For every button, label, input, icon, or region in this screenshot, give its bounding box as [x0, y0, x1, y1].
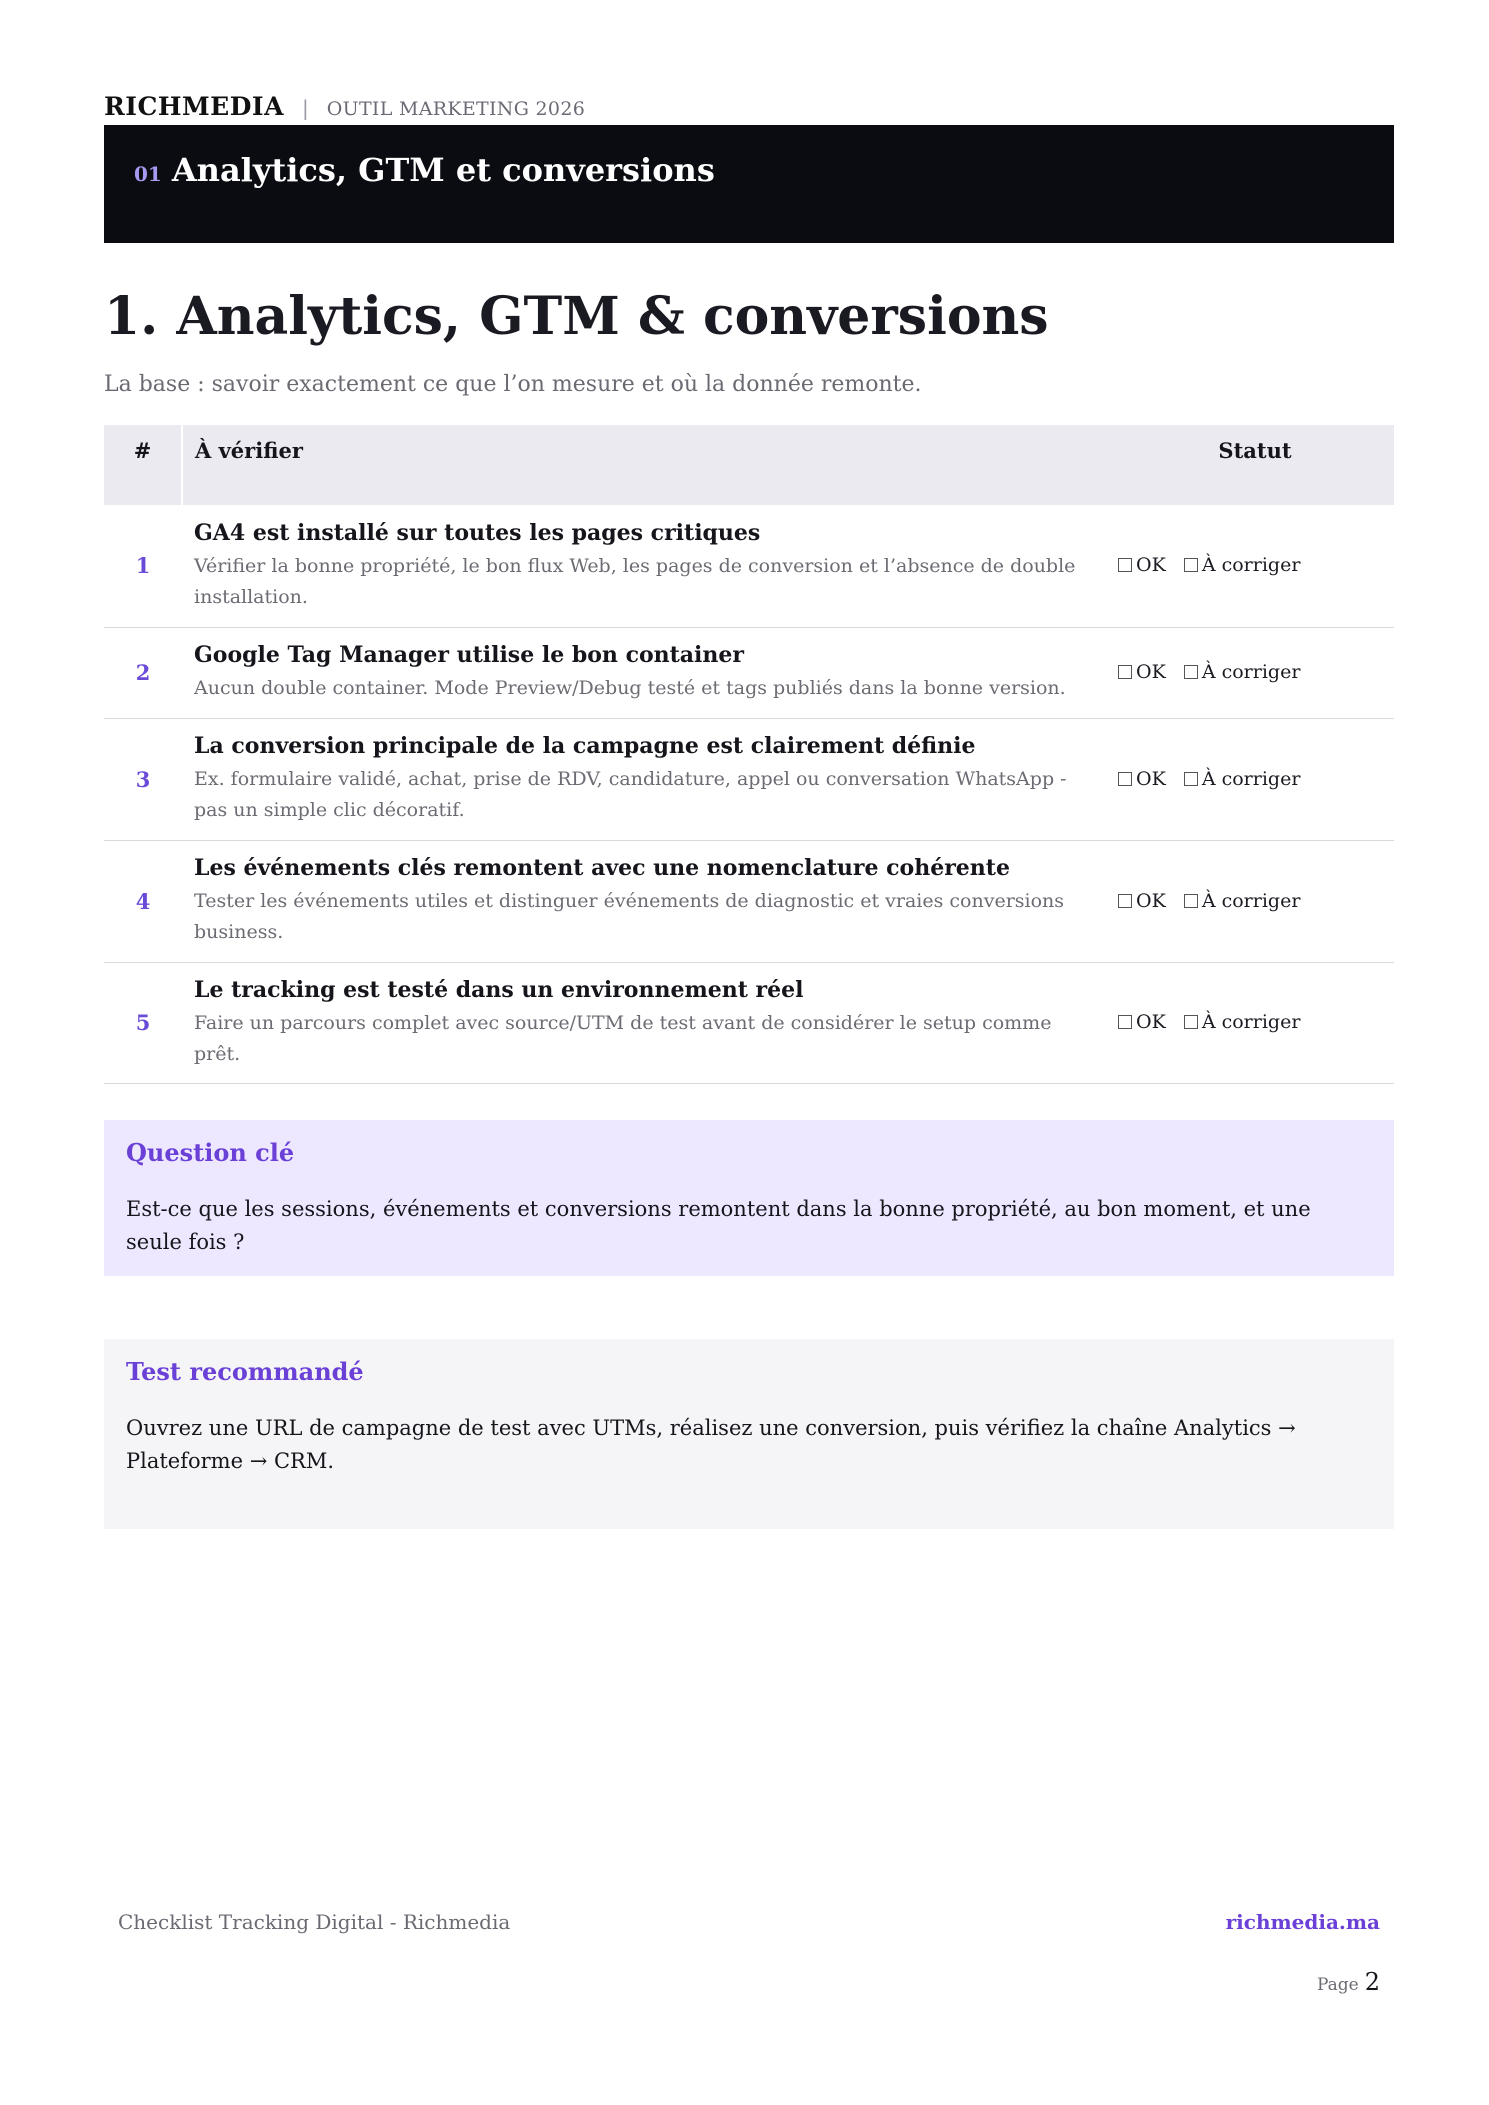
row-number: 5 — [104, 962, 182, 1083]
status-fix-checkbox[interactable] — [1184, 661, 1301, 683]
status-ok-checkbox[interactable] — [1118, 1011, 1166, 1033]
table-row — [104, 840, 1394, 962]
row-status — [1116, 840, 1394, 962]
row-number: 3 — [104, 718, 182, 840]
status-ok-checkbox[interactable] — [1118, 554, 1166, 576]
checkbox-icon — [1184, 665, 1198, 679]
status-fix-checkbox[interactable] — [1184, 1011, 1301, 1033]
column-header-number: # — [104, 425, 182, 505]
brand-name: RICHMEDIA — [104, 92, 284, 121]
banner-title: Analytics, GTM et conversions — [171, 151, 715, 189]
status-fix-label: À corriger — [1201, 554, 1301, 577]
row-description: Aucun double container. Mode Preview/Debug testé et tags publiés dans la bonne version. — [194, 677, 1066, 699]
row-number: 2 — [104, 627, 182, 718]
status-ok-checkbox[interactable] — [1118, 890, 1166, 912]
column-header-status: Statut — [1116, 425, 1394, 505]
row-content — [182, 962, 1116, 1083]
checklist-table — [104, 425, 1394, 1084]
checkbox-icon — [1184, 772, 1198, 786]
table-row — [104, 718, 1394, 840]
table-row — [104, 627, 1394, 718]
row-title: Google Tag Manager utilise le bon container — [194, 642, 744, 668]
row-title: GA4 est installé sur toutes les pages critiques — [194, 519, 761, 546]
row-title: La conversion principale de la campagne est clairement définie — [194, 733, 976, 759]
checkbox-icon — [1118, 665, 1132, 679]
checkbox-icon — [1118, 558, 1132, 572]
top-header — [104, 92, 585, 121]
page-value: 2 — [1364, 1968, 1380, 1996]
row-number: 1 — [104, 505, 182, 627]
recommended-test-box — [104, 1339, 1394, 1529]
status-fix-checkbox[interactable] — [1184, 768, 1301, 790]
checkbox-icon — [1184, 894, 1198, 908]
status-ok-label: OK — [1136, 554, 1166, 577]
status-fix-label: À corriger — [1201, 767, 1301, 790]
recommended-test-title: Test recommandé — [126, 1357, 364, 1386]
checkbox-icon — [1184, 558, 1198, 572]
status-fix-checkbox[interactable] — [1184, 890, 1301, 912]
status-ok-label: OK — [1136, 1011, 1166, 1033]
row-status — [1116, 718, 1394, 840]
status-fix-checkbox[interactable] — [1184, 554, 1301, 576]
status-fix-label: À corriger — [1201, 1011, 1301, 1033]
column-header-item: À vérifier — [182, 425, 1116, 505]
recommended-test-text: Ouvrez une URL de campagne de test avec UTMs, réalisez une conversion, puis vérifiez la chaîne Analytics → Plateforme → CRM. — [126, 1416, 1296, 1473]
row-content — [182, 718, 1116, 840]
row-status — [1116, 962, 1394, 1083]
table-row — [104, 962, 1394, 1083]
checkbox-icon — [1118, 894, 1132, 908]
section-title: 1. Analytics, GTM & conversions — [104, 286, 1049, 347]
status-ok-checkbox[interactable] — [1118, 768, 1166, 790]
status-ok-label: OK — [1136, 767, 1166, 790]
table-row — [104, 505, 1394, 627]
key-question-text: Est-ce que les sessions, événements et conversions remontent dans la bonne propriété, au bon moment, et une seule fois ? — [126, 1197, 1311, 1254]
banner-number: 01 — [134, 162, 162, 186]
row-status — [1116, 505, 1394, 627]
row-description: Vérifier la bonne propriété, le bon flux Web, les pages de conversion et l’absence de double installation. — [194, 554, 1076, 608]
row-description: Faire un parcours complet avec source/UTM de test avant de considérer le setup comme prêt. — [194, 1011, 1052, 1065]
section-banner — [104, 125, 1394, 243]
header-separator: | — [302, 96, 309, 120]
row-status — [1116, 627, 1394, 718]
row-number: 4 — [104, 840, 182, 962]
status-ok-checkbox[interactable] — [1118, 661, 1166, 683]
status-fix-label: À corriger — [1201, 889, 1301, 912]
checkbox-icon — [1118, 772, 1132, 786]
checkbox-icon — [1118, 1015, 1132, 1029]
row-content — [182, 627, 1116, 718]
status-ok-label: OK — [1136, 889, 1166, 912]
footer-website-link[interactable]: richmedia.ma — [1225, 1910, 1380, 1934]
page-label: Page — [1316, 1975, 1359, 1995]
row-content — [182, 840, 1116, 962]
section-subtitle: La base : savoir exactement ce que l’on mesure et où la donnée remonte. — [104, 372, 922, 397]
status-ok-label: OK — [1136, 661, 1166, 683]
key-question-box — [104, 1120, 1394, 1276]
key-question-title: Question clé — [126, 1138, 295, 1167]
page-number — [1317, 1968, 1380, 1996]
header-tool-label: OUTIL MARKETING 2026 — [326, 98, 586, 120]
row-content — [182, 505, 1116, 627]
row-description: Tester les événements utiles et distinguer événements de diagnostic et vraies conversions business. — [194, 890, 1065, 943]
row-title: Les événements clés remontent avec une nomenclature cohérente — [194, 855, 1010, 881]
status-fix-label: À corriger — [1201, 661, 1301, 683]
row-title: Le tracking est testé dans un environnement réel — [194, 976, 804, 1003]
footer-document-title: Checklist Tracking Digital - Richmedia — [118, 1910, 511, 1934]
row-description: Ex. formulaire validé, achat, prise de RDV, candidature, appel ou conversation WhatsApp - pas un simple clic décoratif. — [194, 768, 1067, 821]
checkbox-icon — [1184, 1015, 1198, 1029]
table-header-row — [104, 425, 1394, 505]
